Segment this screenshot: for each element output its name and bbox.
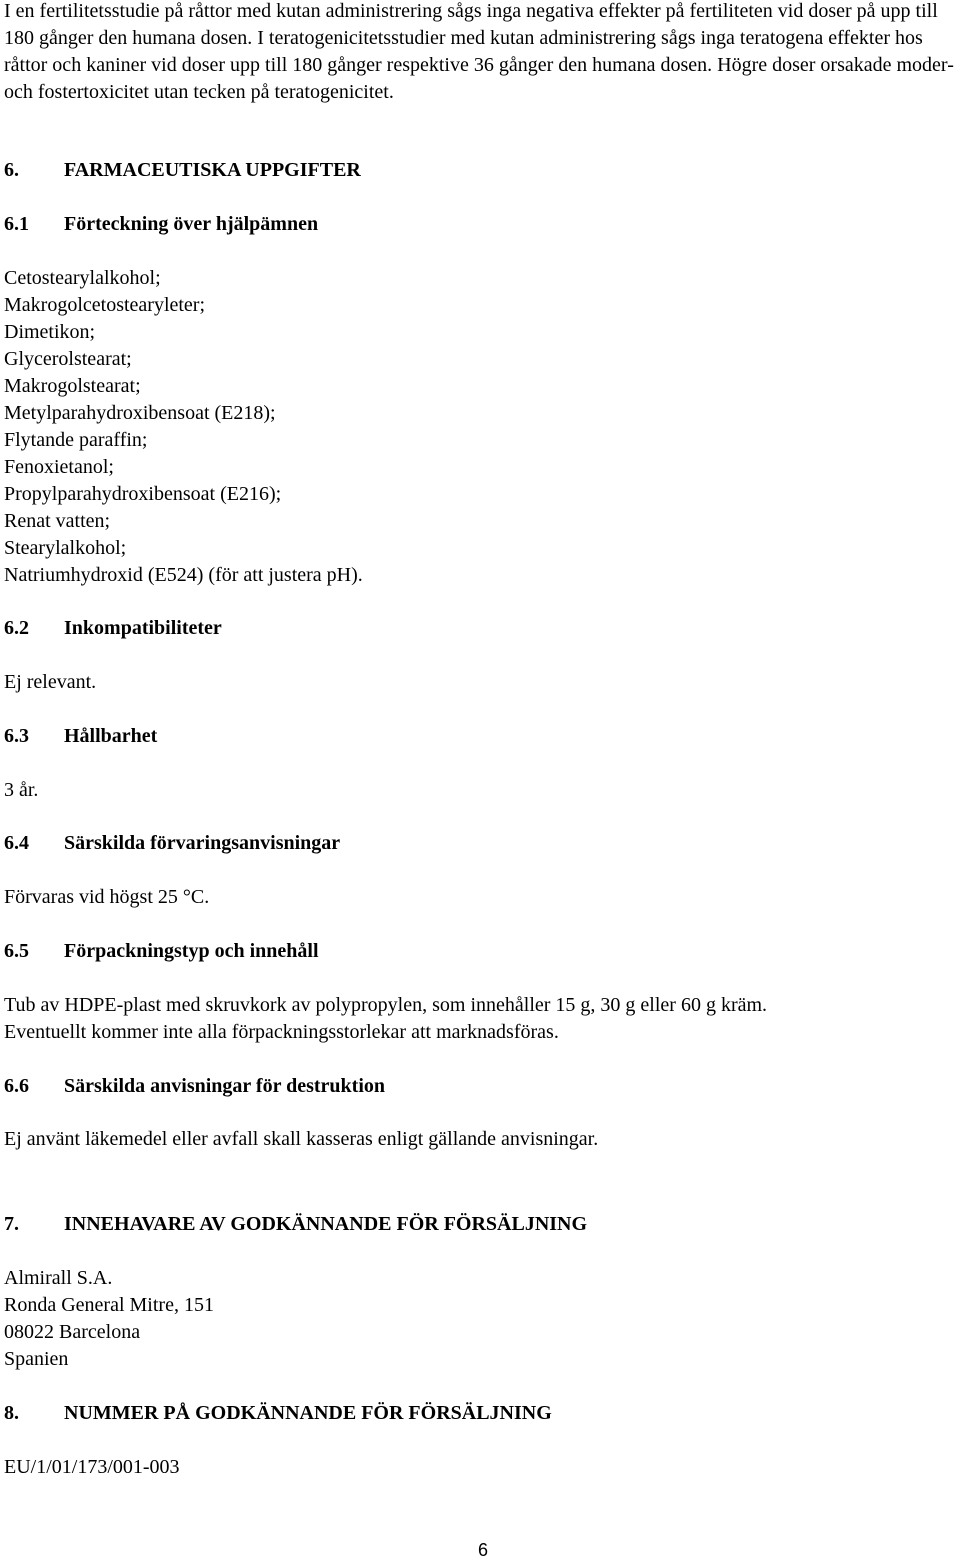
section-title: FARMACEUTISKA UPPGIFTER (64, 159, 361, 181)
holder-country: Spanien (4, 1348, 69, 1370)
list-item: Dimetikon; (4, 321, 96, 343)
section-6-4-heading (4, 830, 340, 857)
section-title: Hållbarhet (64, 725, 158, 747)
holder-name: Almirall S.A. (4, 1267, 113, 1289)
holder-city: 08022 Barcelona (4, 1321, 141, 1343)
section-8-heading (4, 1400, 552, 1427)
section-number: 6. (4, 159, 19, 181)
list-item: Glycerolstearat; (4, 348, 132, 370)
section-6-6-heading (4, 1073, 385, 1100)
list-item: Natriumhydroxid (E524) (för att justera pH). (4, 564, 363, 586)
intro-paragraph: I en fertilitetsstudie på råttor med kutan administrering sågs inga negativa effekter på fertiliteten vid doser på upp till 180 gånger den humana dosen. I teratogenicitetsstudier med kutan administrering sågs inga teratogena effekter hos råttor och kaniner vid doser upp till 180 gånger respektive 36 gånger den humana dosen. Högre doser orsakade moder- och fostertoxicitet utan tecken på teratogenicitet. (4, 0, 954, 103)
section-number: 6.5 (4, 940, 29, 962)
list-item: Stearylalkohol; (4, 537, 127, 559)
section-6-5-line-1: Tub av HDPE-plast med skruvkork av polypropylen, som innehåller 15 g, 30 g eller 60 g kräm. (4, 994, 768, 1016)
list-item: Makrogolstearat; (4, 375, 141, 397)
section-6-heading (4, 157, 361, 184)
holder-street: Ronda General Mitre, 151 (4, 1294, 214, 1316)
excipient-list (4, 265, 363, 589)
section-6-2-heading (4, 615, 222, 642)
list-item: Cetostearylalkohol; (4, 267, 161, 289)
list-item: Propylparahydroxibensoat (E216); (4, 483, 282, 505)
section-6-2-text: Ej relevant. (4, 671, 97, 693)
section-title: Förpackningstyp och innehåll (64, 940, 319, 962)
page-number: 6 (478, 1540, 489, 1560)
section-title: INNEHAVARE AV GODKÄNNANDE FÖR FÖRSÄLJNING (64, 1213, 588, 1235)
section-title: Inkompatibiliteter (64, 617, 222, 639)
list-item: Flytande paraffin; (4, 429, 148, 451)
section-number: 7. (4, 1213, 19, 1235)
section-title: Förteckning över hjälpämnen (64, 213, 319, 235)
section-6-6-text: Ej använt läkemedel eller avfall skall kasseras enligt gällande anvisningar. (4, 1128, 599, 1150)
section-6-5-line-2: Eventuellt kommer inte alla förpackningsstorlekar att marknadsföras. (4, 1021, 559, 1043)
section-6-3-heading (4, 723, 157, 750)
section-title: NUMMER PÅ GODKÄNNANDE FÖR FÖRSÄLJNING (64, 1402, 552, 1424)
section-title: Särskilda förvaringsanvisningar (64, 832, 341, 854)
section-number: 8. (4, 1402, 19, 1424)
section-7-heading (4, 1211, 587, 1238)
list-item: Renat vatten; (4, 510, 111, 532)
list-item: Makrogolcetostearyleter; (4, 294, 206, 316)
list-item: Metylparahydroxibensoat (E218); (4, 402, 276, 424)
section-number: 6.3 (4, 725, 29, 747)
section-number: 6.1 (4, 213, 29, 235)
section-6-4-text: Förvaras vid högst 25 °C. (4, 886, 210, 908)
section-6-5-heading (4, 938, 319, 965)
section-title: Särskilda anvisningar för destruktion (64, 1075, 386, 1097)
section-number: 6.2 (4, 617, 29, 639)
authorisation-number: EU/1/01/173/001-003 (4, 1456, 180, 1478)
section-6-3-text: 3 år. (4, 779, 39, 801)
section-6-1-heading (4, 211, 318, 238)
section-number: 6.4 (4, 832, 29, 854)
list-item: Fenoxietanol; (4, 456, 114, 478)
section-number: 6.6 (4, 1075, 29, 1097)
